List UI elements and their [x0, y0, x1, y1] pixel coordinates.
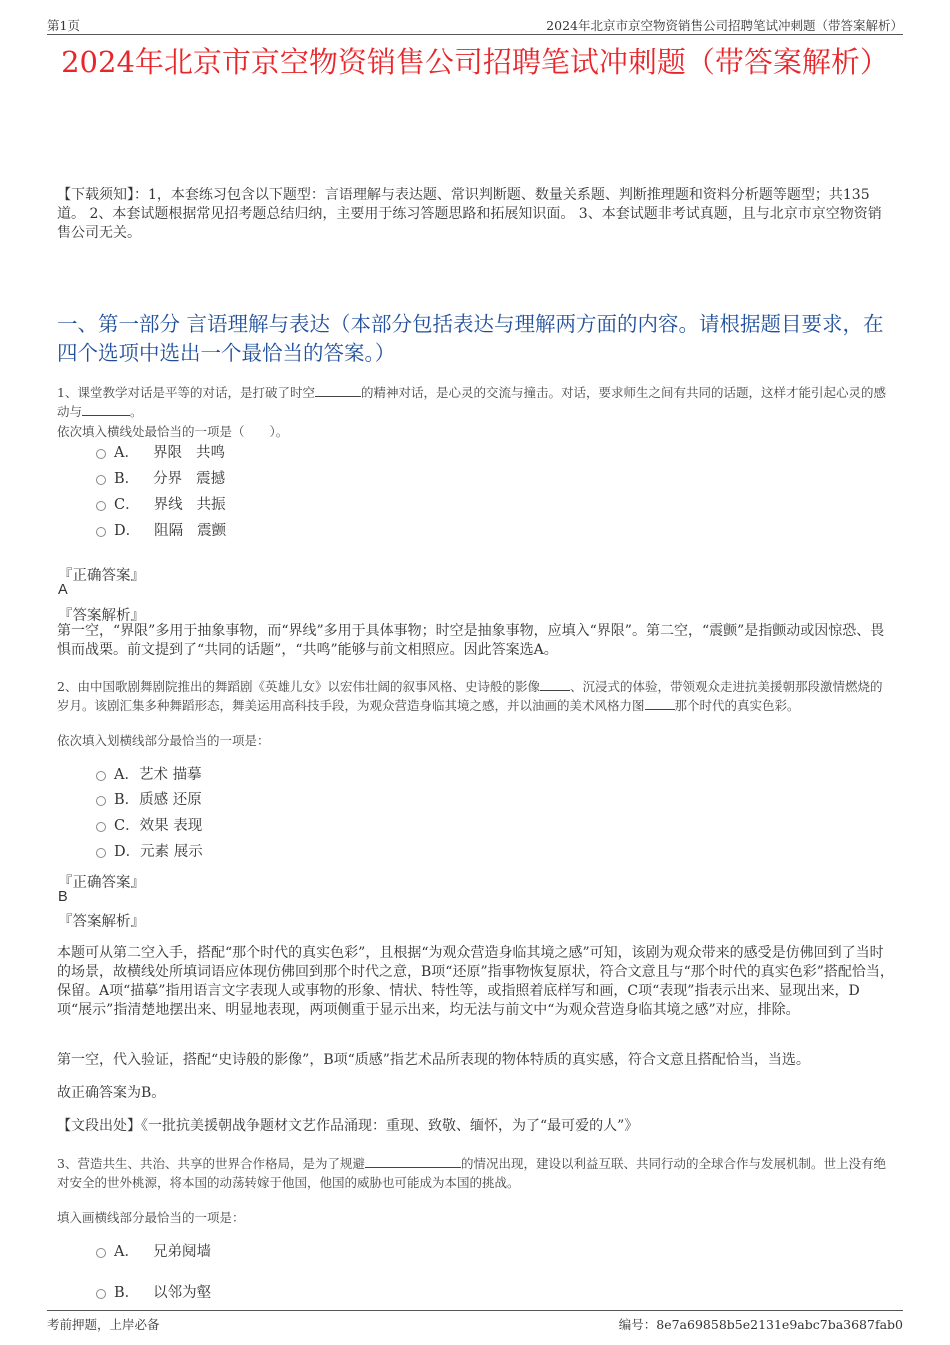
q2-analysis-3: 故正确答案为B。	[57, 1085, 166, 1101]
radio-icon[interactable]	[96, 475, 106, 485]
section-heading: 一、第一部分 言语理解与表达（本部分包括表达与理解两方面的内容。请根据题目要求，在四个选项中选出一个最恰当的答案。）	[57, 312, 884, 365]
q1-answer: A	[58, 582, 68, 598]
footer-slogan: 考前押题，上岸必备	[47, 1317, 160, 1332]
radio-icon[interactable]	[96, 848, 106, 858]
page-footer	[47, 1310, 903, 1333]
question-3-instruction: 填入画横线部分最恰当的一项是：	[57, 1210, 245, 1225]
fill-blank	[315, 384, 361, 397]
radio-icon[interactable]	[96, 527, 106, 537]
header-doc-title: 2024年北京市京空物资销售公司招聘笔试冲刺题（带答案解析）	[546, 18, 903, 33]
analysis-label: 『答案解析』	[58, 914, 145, 930]
q2-source: 【文段出处】《一批抗美援朝战争题材文艺作品涌现：重现、致敬、缅怀，为了“最可爱的人”》	[57, 1118, 639, 1134]
question-3-stem: 3、营造共生、共治、共享的世界合作格局，是为了规避 的情况出现，建设以利益互联、共同行动的全球合作与发展机制。世上没有绝对安全的世外桃源，将本国的动荡转嫁于他国，他国的威胁也可能成为本国的挑战。	[57, 1156, 886, 1190]
footer-doc-id: 编号：8e7a69858b5e2131e9abc7ba3687fab0	[618, 1317, 903, 1332]
radio-icon[interactable]	[96, 796, 106, 806]
analysis-label: 『答案解析』	[58, 608, 145, 624]
fill-blank	[82, 403, 130, 416]
q1-option-b[interactable]: B． 分界 震撼	[96, 469, 225, 489]
q2-option-b[interactable]: B．质感 还原	[96, 790, 202, 810]
q2-analysis-2: 第一空，代入验证，搭配“史诗般的影像”，B项“质感”指艺术品所表现的物体特质的真实感，符合文意且搭配恰当，当选。	[57, 1052, 810, 1068]
question-1-instruction: 依次填入横线处最恰当的一项是（ ）。	[57, 424, 289, 439]
page-number: 第1页	[47, 18, 80, 33]
q2-option-d[interactable]: D．元素 展示	[96, 842, 203, 862]
q3-option-a[interactable]: A． 兄弟阋墙	[96, 1242, 211, 1262]
answer-label: 『正确答案』	[58, 568, 145, 584]
radio-icon[interactable]	[96, 501, 106, 511]
q1-analysis: 第一空，“界限”多用于抽象事物，而“界线”多用于具体事物；时空是抽象事物，应填入“界限”。第二空，“震颤”是指颤动或因惊恐、畏惧而战栗。前文提到了“共同的话题”，“共鸣”能够与前文相照应。因此答案选A。	[57, 623, 885, 658]
question-1-stem: 1、课堂教学对话是平等的对话，是打破了时空 的精神对话，是心灵的交流与撞击。对话，要求师生之间有共同的话题，这样才能引起心灵的感动与 。	[57, 385, 886, 419]
q2-answer: B	[58, 889, 68, 905]
page-header	[47, 14, 903, 35]
q2-analysis-1: 本题可从第二空入手，搭配“那个时代的真实色彩”，且根据“为观众营造身临其境之感”可知，该剧为观众带来的感受是仿佛回到了当时的场景，故横线处所填词语应体现仿佛回到那个时代之意，B项“还原”指事物恢复原状，符合文意且与“那个时代的真实色彩”搭配恰当，保留。A项“描摹”指用语言文字表现人或事物的形象、情状、特性等，或指照着底样写和画，C项“表现”指表示出来、显现出来，D项“展示”指清楚地摆出来、明显地表现，两项侧重于显示出来，均无法与前文中“为观众营造身临其境之感”对应，排除。	[57, 945, 894, 1018]
q1-option-a[interactable]: A． 界限 共鸣	[96, 443, 225, 463]
question-2-instruction: 依次填入划横线部分最恰当的一项是：	[57, 733, 270, 748]
radio-icon[interactable]	[96, 1248, 106, 1258]
radio-icon[interactable]	[96, 822, 106, 832]
radio-icon[interactable]	[96, 449, 106, 459]
page-title: 2024年北京市京空物资销售公司招聘笔试冲刺题（带答案解析）	[61, 45, 889, 79]
q2-option-c[interactable]: C．效果 表现	[96, 816, 202, 836]
q1-option-c[interactable]: C． 界线 共振	[96, 495, 226, 515]
answer-label: 『正确答案』	[58, 875, 145, 891]
q1-option-d[interactable]: D． 阻隔 震颤	[96, 521, 226, 541]
fill-blank	[365, 1155, 461, 1168]
radio-icon[interactable]	[96, 771, 106, 781]
download-notice: 【下载须知】：1，本套练习包含以下题型：言语理解与表达题、常识判断题、数量关系题、判断推理题和资料分析题等题型；共135道。 2、本套试题根据常见招考题总结归纳，主要用于练习答题思路和拓展知识面。 3、本套试题非考试真题，且与北京市京空物资销售公司无关。	[57, 187, 882, 241]
fill-blank	[645, 697, 675, 710]
fill-blank	[540, 678, 570, 691]
question-2-stem: 2、由中国歌剧舞剧院推出的舞蹈剧《英雄儿女》以宏伟壮阔的叙事风格、史诗般的影像 、沉浸式的体验，带领观众走进抗美援朝那段激情燃烧的岁月。该剧汇集多种舞蹈形态，舞美运用高科技手段，为观众营造身临其境之感，并以油画的美术风格力图 那个时代的真实色彩。	[57, 679, 883, 713]
q2-option-a[interactable]: A．艺术 描摹	[96, 765, 202, 785]
q3-option-b[interactable]: B． 以邻为壑	[96, 1283, 211, 1303]
radio-icon[interactable]	[96, 1289, 106, 1299]
